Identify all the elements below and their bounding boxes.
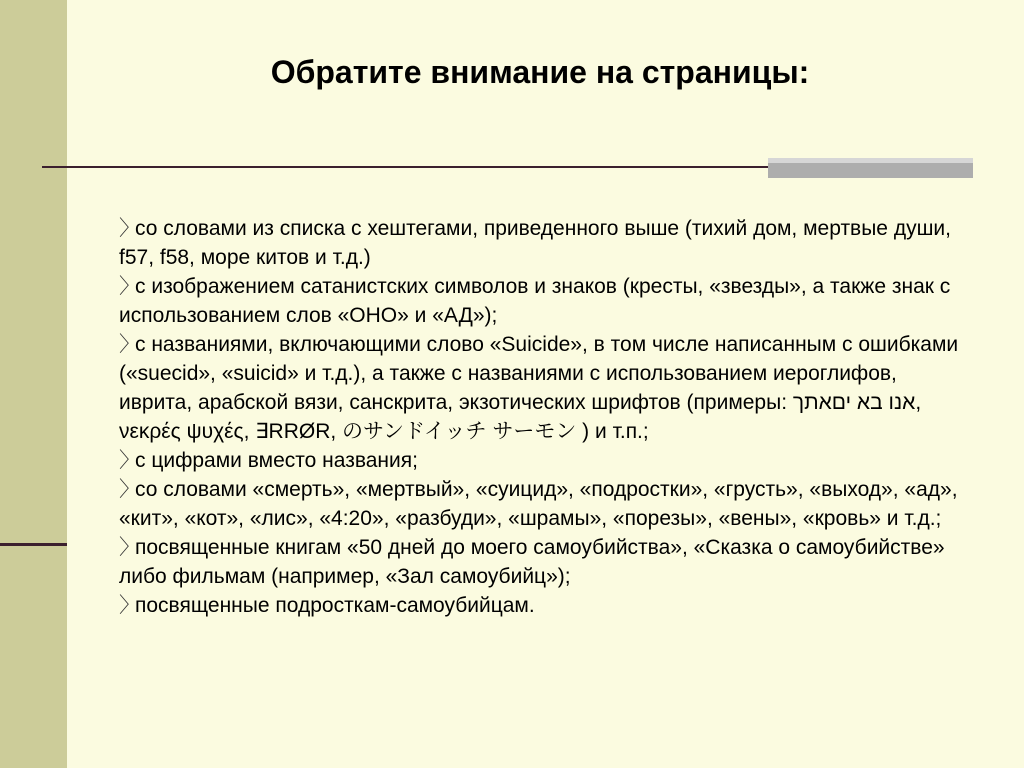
bullet-icon: 〉	[119, 216, 140, 240]
list-item	[119, 214, 959, 272]
title-divider-line	[42, 166, 782, 168]
bullet-icon: 〉	[119, 332, 140, 356]
list-item-text: с цифрами вместо названия;	[135, 449, 418, 472]
list-item-text: со словами «смерть», «мертвый», «суицид», «подростки», «грусть», «выход», «ад», «кит», «кот», «лис», «4:20», «разбуди», «шрамы», «порезы», «вены», «кровь» и т.д.;	[119, 478, 958, 530]
list-item	[119, 475, 959, 533]
bullet-list	[119, 214, 959, 620]
list-item	[119, 533, 959, 591]
list-item-text: посвященные книгам «50 дней до моего самоубийства», «Сказка о самоубийстве» либо фильмам (например, «Зал самоубийц»);	[119, 536, 945, 588]
list-item	[119, 446, 959, 475]
sidebar-band	[0, 0, 67, 768]
bullet-icon: 〉	[119, 535, 140, 559]
list-item	[119, 272, 959, 330]
list-item	[119, 330, 959, 446]
bullet-icon: 〉	[119, 274, 140, 298]
list-item-text: посвященные подросткам-самоубийцам.	[135, 594, 535, 617]
bullet-icon: 〉	[119, 593, 140, 617]
list-item-text: со словами из списка с хештегами, приведенного выше (тихий дом, мертвые души, f57, f58, море китов и т.д.)	[119, 217, 951, 269]
sidebar-rule	[0, 543, 67, 546]
bullet-icon: 〉	[119, 448, 140, 472]
title-divider-bar-highlight	[768, 158, 973, 163]
list-item-text: с изображением сатанистских символов и знаков (кресты, «звезды», а также знак с использованием слов «ОНО» и «АД»);	[119, 275, 951, 327]
slide-title: Обратите внимание на страницы:	[270, 54, 810, 90]
bullet-icon: 〉	[119, 477, 140, 501]
list-item	[119, 591, 959, 620]
list-item-text: с названиями, включающими слово «Suicide», в том числе написанным с ошибками («suecid», «suicid» и т.д.), а также с названиями с использованием иероглифов, иврита, арабской вязи, санскрита, экзотических шрифтов (примеры: אנו בא יםאתך, νεκρές ψυχές, ∃RRØR, のサンドイッチ サーモン ) и т.п.;	[119, 333, 959, 443]
